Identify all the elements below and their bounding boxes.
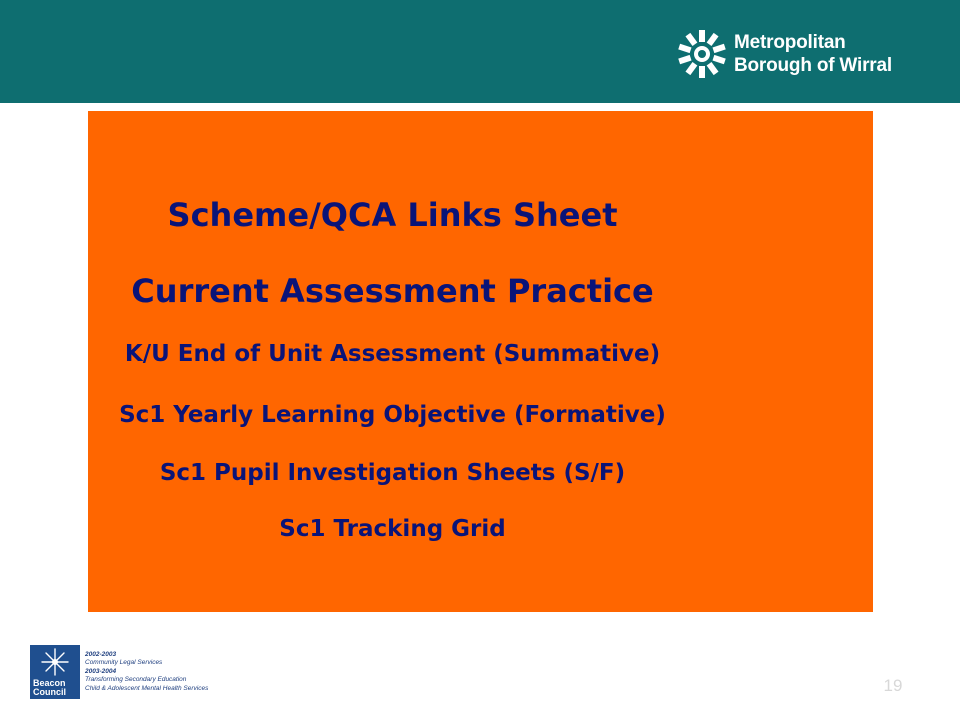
beacon-council-logo xyxy=(30,644,260,700)
beacon-award-3: Child & Adolescent Mental Health Services xyxy=(85,684,209,692)
page-number: 19 xyxy=(883,676,903,695)
beacon-year-2: 2003-2004 xyxy=(85,667,117,675)
slide-title: Scheme/QCA Links Sheet xyxy=(167,196,618,234)
slide-subtitle: Current Assessment Practice xyxy=(131,272,654,310)
wirral-sunburst-icon xyxy=(676,28,728,80)
header-bar xyxy=(0,0,960,103)
beacon-mark xyxy=(30,645,80,699)
logo-line-1: Metropolitan xyxy=(734,32,846,53)
slide-item-yearly-objective: Sc1 Yearly Learning Objective (Formative) xyxy=(119,402,666,428)
beacon-label-2: Council xyxy=(33,687,66,697)
beacon-award-2: Transforming Secondary Education xyxy=(85,676,187,684)
wirral-logo xyxy=(676,26,946,82)
slide-item-investigation-sheets: Sc1 Pupil Investigation Sheets (S/F) xyxy=(159,460,626,486)
beacon-label-1: Beacon xyxy=(33,678,66,688)
slide-item-tracking-grid: Sc1 Tracking Grid xyxy=(279,516,506,542)
beacon-notes xyxy=(85,651,208,693)
beacon-award-1: Community Legal Services xyxy=(85,659,163,667)
logo-line-2: Borough of Wirral xyxy=(734,55,892,76)
slide-item-ku-assessment: K/U End of Unit Assessment (Summative) xyxy=(124,341,661,367)
beacon-year-1: 2002-2003 xyxy=(85,650,117,658)
